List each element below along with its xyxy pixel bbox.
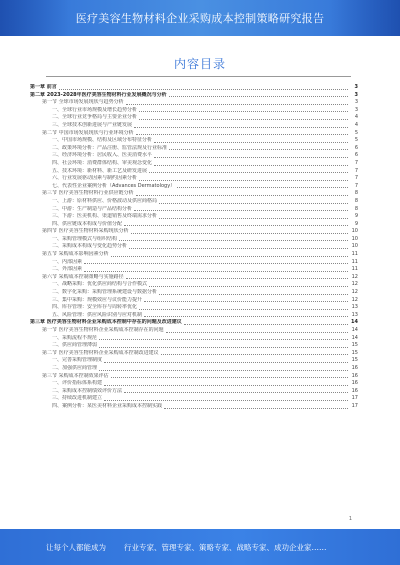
toc-entry-page: 7 bbox=[354, 167, 358, 174]
toc-entry-page: 3 bbox=[354, 106, 358, 113]
toc-entry[interactable] bbox=[30, 243, 358, 251]
toc-entry[interactable] bbox=[30, 190, 358, 198]
toc-dot-leader bbox=[184, 324, 348, 325]
toc-entry-label: 第一节 医疗美容生物材料企业采购成本控制存在的问题 bbox=[42, 327, 164, 333]
toc-entry[interactable] bbox=[30, 312, 358, 320]
toc-entry[interactable] bbox=[30, 251, 358, 259]
toc-dot-leader bbox=[111, 377, 348, 378]
toc-entry[interactable] bbox=[30, 335, 358, 343]
toc-entry-page: 17 bbox=[351, 402, 358, 409]
toc-entry[interactable] bbox=[30, 160, 358, 168]
toc-dot-leader bbox=[154, 142, 348, 143]
toc-entry[interactable] bbox=[30, 342, 358, 350]
toc-entry-label: 二、采购成本构成与变化趋势分析 bbox=[52, 243, 128, 250]
toc-entry-label: 一、评价指标体系构建 bbox=[52, 380, 103, 387]
banner-shade-right bbox=[330, 0, 400, 36]
toc-entry-label: 第三节 采购成本控制效果评估 bbox=[42, 372, 109, 379]
toc-entry[interactable] bbox=[30, 304, 358, 312]
toc-dot-leader bbox=[99, 339, 348, 340]
toc-entry-label: 二、政策环境分析：产品注册、监管法规及行业标准 bbox=[52, 144, 168, 151]
toc-entry-label: 第二节 医疗美容生物材料企业采购成本控制改进建议 bbox=[42, 349, 159, 356]
toc-entry-page: 3 bbox=[354, 99, 358, 106]
toc-entry[interactable] bbox=[30, 130, 358, 138]
toc-entry[interactable] bbox=[30, 403, 358, 411]
toc-dot-leader bbox=[164, 408, 348, 409]
toc-dot-leader bbox=[126, 104, 348, 105]
toc-entry[interactable] bbox=[30, 274, 358, 282]
toc-entry[interactable] bbox=[30, 198, 358, 206]
toc-entry[interactable] bbox=[30, 99, 358, 107]
toc-entry-page: 10 bbox=[351, 235, 358, 242]
toc-entry-label: 第五节 采购成本影响因素分析 bbox=[42, 251, 109, 258]
toc-entry-page: 13 bbox=[351, 304, 358, 311]
toc-dot-leader bbox=[136, 134, 348, 135]
toc-entry-page: 6 bbox=[354, 144, 358, 151]
toc-entry-label: 一、内部因素 bbox=[52, 258, 83, 265]
toc-entry-label: 三、持续改进机制建立 bbox=[52, 395, 103, 402]
toc-dot-leader bbox=[159, 294, 348, 295]
toc-entry-page: 12 bbox=[351, 273, 358, 280]
toc-entry-label: 三、全球技术创新进展与产业链发展 bbox=[52, 121, 133, 128]
toc-dot-leader bbox=[134, 210, 348, 211]
toc-entry-page: 3 bbox=[354, 84, 358, 90]
toc-entry-label: 五、风险管理：供应风险识别与应对机制 bbox=[52, 311, 143, 318]
toc-dot-leader bbox=[131, 233, 348, 234]
toc-entry[interactable] bbox=[30, 92, 358, 100]
toc-entry[interactable] bbox=[30, 168, 358, 176]
toc-entry-label: 五、技术环境：新材料、新工艺及研发进展 bbox=[52, 167, 148, 174]
toc-entry-label: 第三节 医疗美容生物材料行业供应链分析 bbox=[42, 190, 134, 197]
toc-entry-page: 13 bbox=[351, 311, 358, 318]
toc-divider bbox=[46, 76, 351, 77]
toc-dot-leader bbox=[99, 347, 348, 348]
footer-slogan-right: 行业专家、管理专家、策略专家、战略专家、成功企业家…… bbox=[124, 542, 327, 552]
toc-entry-page: 11 bbox=[351, 258, 358, 265]
toc-dot-leader bbox=[84, 271, 348, 272]
toc-dot-leader bbox=[99, 370, 348, 371]
toc-entry-label: 一、采购流程不规范 bbox=[52, 334, 98, 341]
banner-shade-left bbox=[0, 0, 70, 36]
toc-entry[interactable] bbox=[30, 183, 358, 191]
toc-entry-label: 第二节 中国市场发展现状与行业环境分析 bbox=[42, 129, 134, 136]
toc-dot-leader bbox=[119, 240, 348, 241]
toc-dot-leader bbox=[124, 392, 348, 393]
toc-entry-label: 二、供应商管理薄弱 bbox=[52, 342, 98, 349]
toc-entry-page: 9 bbox=[354, 213, 358, 220]
toc-entry-label: 第二章 2023-2028年医疗美容生物材料行业发展概况与分析 bbox=[30, 91, 167, 98]
top-banner bbox=[0, 0, 400, 36]
toc-dot-leader bbox=[126, 278, 348, 279]
toc-entry-label: 一、战略采购：优化供应商结构与合作模式 bbox=[52, 281, 148, 288]
toc-entry-page: 5 bbox=[354, 129, 358, 136]
toc-entry[interactable] bbox=[30, 206, 358, 214]
toc-entry[interactable] bbox=[30, 84, 358, 92]
toc-entry-page: 16 bbox=[351, 380, 358, 387]
toc-entry-page: 14 bbox=[351, 319, 358, 326]
toc-entry-label: 三、集中采购：规模效应与议价能力提升 bbox=[52, 296, 143, 303]
toc-dot-leader bbox=[111, 256, 348, 257]
toc-entry[interactable] bbox=[30, 373, 358, 381]
toc-dot-leader bbox=[139, 111, 348, 112]
toc-entry-label: 四、库存管理：安全库存与周转率优化 bbox=[52, 304, 138, 311]
toc-entry-label: 七、代表性企业案例分析（Advances Dermatology） bbox=[52, 182, 176, 189]
toc-dot-leader bbox=[159, 218, 348, 219]
toc-entry[interactable] bbox=[30, 145, 358, 153]
toc-entry-label: 四、供应链成本构成与价值分配 bbox=[52, 220, 123, 227]
toc-entry-page: 10 bbox=[351, 243, 358, 250]
toc-entry[interactable] bbox=[30, 213, 358, 221]
toc-entry-page: 16 bbox=[351, 387, 358, 394]
toc-entry-page: 14 bbox=[351, 327, 358, 333]
toc-entry-page: 4 bbox=[354, 121, 358, 128]
toc-entry-page: 7 bbox=[354, 182, 358, 189]
toc-entry[interactable] bbox=[30, 107, 358, 115]
toc-entry-label: 二、全球行业竞争格局与主要企业分析 bbox=[52, 114, 138, 121]
toc-dot-leader bbox=[139, 180, 348, 181]
toc-dot-leader bbox=[104, 400, 348, 401]
toc-dot-leader bbox=[144, 316, 348, 317]
toc-entry[interactable] bbox=[30, 114, 358, 122]
toc-entry-page: 6 bbox=[354, 152, 358, 159]
table-of-contents bbox=[30, 84, 358, 411]
toc-dot-leader bbox=[144, 301, 348, 302]
toc-entry-label: 二、数字化采购：采购管理系统建设与数据分析 bbox=[52, 289, 158, 296]
toc-entry[interactable] bbox=[30, 357, 358, 365]
toc-entry-page: 17 bbox=[351, 395, 358, 402]
toc-dot-leader bbox=[84, 263, 348, 264]
toc-entry[interactable] bbox=[30, 388, 358, 396]
page-number: 1 bbox=[348, 516, 352, 522]
toc-entry-page: 8 bbox=[354, 205, 358, 212]
toc-entry-label: 第一节 全球市场发展现状与趋势分析 bbox=[42, 99, 124, 106]
toc-dot-leader bbox=[59, 89, 348, 90]
toc-dot-leader bbox=[124, 225, 348, 226]
toc-dot-leader bbox=[104, 362, 348, 363]
toc-entry[interactable] bbox=[30, 266, 358, 274]
toc-entry[interactable] bbox=[30, 228, 358, 236]
toc-entry[interactable] bbox=[30, 319, 358, 327]
toc-entry[interactable] bbox=[30, 350, 358, 358]
toc-entry-page: 8 bbox=[354, 197, 358, 204]
toc-entry-page: 9 bbox=[354, 220, 358, 227]
toc-entry-page: 5 bbox=[354, 137, 358, 144]
toc-entry[interactable] bbox=[30, 281, 358, 289]
toc-entry-label: 二、加强供应商管理 bbox=[52, 364, 98, 371]
toc-entry-label: 一、全球行业市场规模及增长趋势分析 bbox=[52, 106, 138, 113]
toc-entry[interactable] bbox=[30, 221, 358, 229]
toc-entry-label: 第四节 医疗美容生物材料采购现状分析 bbox=[42, 228, 129, 235]
toc-entry-page: 7 bbox=[354, 159, 358, 166]
toc-dot-leader bbox=[177, 187, 348, 188]
toc-entry-page: 4 bbox=[354, 114, 358, 121]
toc-entry-page: 8 bbox=[354, 190, 358, 197]
toc-entry-page: 15 bbox=[351, 357, 358, 364]
footer-slogan-left: 让每个人都能成为 bbox=[46, 542, 106, 552]
toc-entry-page: 12 bbox=[351, 289, 358, 296]
toc-entry-label: 二、中游：生产制造与产品结构分析 bbox=[52, 205, 133, 212]
toc-entry-label: 四、社会环境：消费群体结构、审美观念变化 bbox=[52, 159, 153, 166]
toc-dot-leader bbox=[149, 172, 348, 173]
toc-entry-page: 12 bbox=[351, 296, 358, 303]
toc-dot-leader bbox=[136, 195, 348, 196]
toc-entry[interactable] bbox=[30, 137, 358, 145]
toc-entry[interactable] bbox=[30, 152, 358, 160]
toc-entry-label: 四、案例分析：某医美材料企业采购成本控制实践 bbox=[52, 402, 163, 409]
toc-entry-page: 10 bbox=[351, 228, 358, 235]
toc-entry-page: 15 bbox=[351, 342, 358, 349]
toc-dot-leader bbox=[134, 127, 348, 128]
toc-dot-leader bbox=[129, 248, 348, 249]
toc-entry[interactable] bbox=[30, 175, 358, 183]
toc-dot-leader bbox=[139, 119, 348, 120]
toc-entry[interactable] bbox=[30, 365, 358, 373]
toc-entry-page: 15 bbox=[351, 349, 358, 356]
toc-entry-label: 第六节 采购成本控制策略与实施路径 bbox=[42, 273, 124, 280]
toc-entry-page: 14 bbox=[351, 334, 358, 341]
toc-title: 内容目录 bbox=[173, 57, 226, 71]
toc-entry[interactable] bbox=[30, 236, 358, 244]
toc-dot-leader bbox=[159, 203, 348, 204]
toc-dot-leader bbox=[104, 385, 348, 386]
toc-entry-label: 第三章 医疗美容生物材料企业采购成本控制中存在的问题及改进建议 bbox=[30, 319, 182, 326]
toc-entry-label: 六、行业发展驱动因素与制约因素分析 bbox=[52, 175, 138, 182]
toc-entry-label: 三、经济环境分析：居民收入、医美消费水平 bbox=[52, 152, 153, 159]
toc-entry-label: 一、中国市场规模、结构及区域分布特征分析 bbox=[52, 137, 153, 144]
toc-entry-label: 一、上游：原材料供应、价格波动及供应商格局 bbox=[52, 197, 158, 204]
toc-entry-page: 11 bbox=[351, 251, 358, 258]
toc-entry[interactable] bbox=[30, 327, 358, 335]
toc-entry-page: 12 bbox=[351, 281, 358, 288]
toc-dot-leader bbox=[169, 96, 348, 97]
toc-dot-leader bbox=[161, 354, 348, 355]
toc-entry-label: 三、下游：医美机构、渠道销售及终端需求分析 bbox=[52, 213, 158, 220]
toc-dot-leader bbox=[166, 332, 348, 333]
toc-entry[interactable] bbox=[30, 259, 358, 267]
toc-entry-label: 一、完善采购管理制度 bbox=[52, 357, 103, 364]
report-title: 医疗美容生物材料企业采购成本控制策略研究报告 bbox=[75, 12, 325, 25]
toc-entry[interactable] bbox=[30, 380, 358, 388]
toc-entry-page: 16 bbox=[351, 372, 358, 379]
toc-entry-page: 16 bbox=[351, 364, 358, 371]
toc-entry-label: 二、采购成本控制绩效评价方法 bbox=[52, 387, 123, 394]
toc-entry[interactable] bbox=[30, 122, 358, 130]
toc-dot-leader bbox=[139, 309, 348, 310]
toc-dot-leader bbox=[154, 157, 348, 158]
toc-dot-leader bbox=[149, 286, 348, 287]
toc-entry-page: 3 bbox=[354, 91, 358, 98]
toc-dot-leader bbox=[154, 165, 348, 166]
toc-entry-label: 二、外部因素 bbox=[52, 266, 83, 273]
toc-entry[interactable] bbox=[30, 297, 358, 305]
bottom-banner bbox=[0, 529, 400, 565]
toc-entry[interactable] bbox=[30, 289, 358, 297]
toc-entry-page: 7 bbox=[354, 175, 358, 182]
toc-entry-label: 一、采购管理模式与组织结构 bbox=[52, 235, 118, 242]
toc-entry-page: 11 bbox=[351, 266, 358, 273]
toc-entry-label: 第一章 前言 bbox=[30, 84, 57, 90]
toc-entry[interactable] bbox=[30, 395, 358, 403]
toc-dot-leader bbox=[169, 149, 348, 150]
